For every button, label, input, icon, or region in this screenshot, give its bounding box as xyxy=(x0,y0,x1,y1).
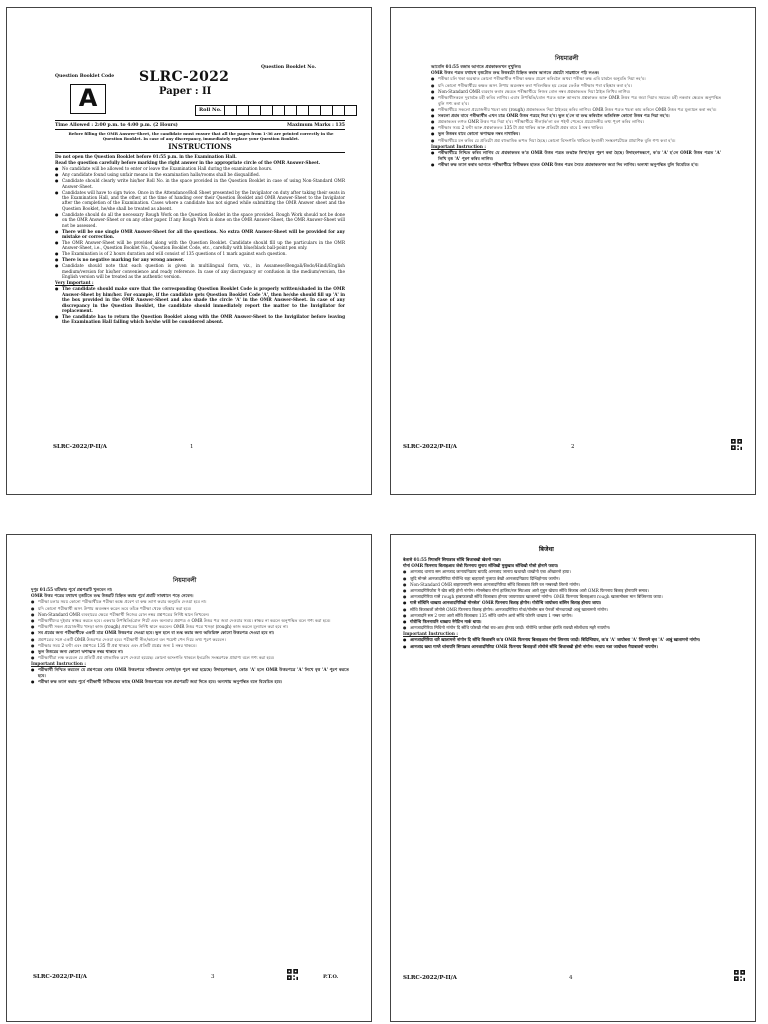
list-item: ● The Examination is of 2 hours duration and will consist of 135 questions of 1 mark against each question. xyxy=(55,251,345,256)
intro-line: गोनां OMR फिननाय बिलाइआव जेबो फिननाय सुनाय सोंथिखौ मुसुखाव सोंथिखौ गोसो होनानै फराय। xyxy=(403,563,559,569)
list-item: ● Non-Standard OMR बाहायनायनि समाव आनजादगिरिया सोंथि बिजाबाव बिनि रल नम्बरखौ लिरनो नांगोन। xyxy=(403,582,743,588)
instruction-list xyxy=(31,599,349,660)
intro-line: Read the question carefully before marking the right answer in the appropriate circle of the OMR Answer-Sheet. xyxy=(55,160,321,166)
very-important-list xyxy=(55,286,345,324)
page-number: 1 xyxy=(190,444,194,450)
page-heading: बिजेथा xyxy=(539,546,554,553)
list-item: ● There will be one single OMR Answer-Sheet for all the questions. No extra OMR Answer-Sheet will be provided for any mistake or correction. xyxy=(55,229,345,240)
list-item: ● The candidate should make sure that the corresponding Question Booklet Code is properly written/shaded in the OMR Answer-Sheet by him/her. For example, if the candidate gets Question Booklet Code 'A', then he/she should fill up 'A' in the box provided in the OMR Answer-Sheet and also shade the circle 'A' in the OMR Answer-Sheet. In case of any discrepancy in the Question Booklet, the candidate should immediately report the matter to the Invigilator for replacement. xyxy=(55,286,345,313)
list-item: ● ভুল উত্তরের জন্য কোনো ঋণাত্মক নম্বর থাকবে না। xyxy=(31,649,349,655)
list-item: ● आनजाद थानाय सम आनजाद जानायनिफ्राय बायदि आनजाद जानाय खथाखौ थाखोनो एबा ओंखारनो हाया। xyxy=(403,569,743,575)
list-item: ● পরীক্ষার্থীরা লক্ষ করবেন যে প্রতিটি প্রশ্ন বহুভাষিক রূপে দেওয়া হয়েছে। কোনো অসংগতি থাকলে ইংরেজি সংস্করণকে প্রামাণ্য বলে গণ্য করা হবে। xyxy=(31,655,349,661)
list-item: ● যদি কোনো পরীক্ষার্থী অসৎ উপায় অবলম্বন করেন তবে তাঁকে পরীক্ষা থেকে বহিষ্কার করা হবে। xyxy=(31,606,349,612)
page-heading: নিয়মাবলী xyxy=(173,577,197,584)
list-item: ● जुदि मोनसे आनजादगिरिया गोरोन्थि राहा बाहायनो नुजाया बेखौ आनजादनिफ्राय दिन्थिहोनाय जागोन। xyxy=(403,576,743,582)
list-item: ● প্ৰশ্নকাকতৰ লগত OMR উত্তৰ পত্ৰ দিয়া হ'ব। পৰীক্ষাৰ্থীয়ে নীলা/ক'লা বল পইণ্ট পেনেৰে প্ৰয়োজনীয় তথ্য পূৰণ কৰিব লাগিব। xyxy=(431,119,721,125)
page-footer: SLRC-2022/P-II/A xyxy=(33,974,87,980)
pto-label: P.T.O. xyxy=(323,974,339,980)
list-item: ● Candidate should note that each question is given in multilingual form, viz., in Assamese/Bengali/Bodo/Hindi/English medium/version for his/her convenience and ready reference. In case of any discrepancy or confusion in the medium/version, the English version will be treated as the authentic version. xyxy=(55,263,345,279)
list-item: ● सोंथि बिजाबजों लोगोसे OMR फिननाय बिलाइ होगोन। आनजादगिरिया गोथां/गोसोम बल पेनजों मोनथायखौ आबुं खालामनो नांगोन। xyxy=(403,607,743,613)
intro-line: দুপুর 01:55 ঘটিকার পূর্বে প্রশ্নপত্রটি খুলবেন না। xyxy=(31,587,113,592)
list-item: ● आनजादगिरिया मिथिनो नांगोन दि सोंथि फोरखौ गोबां राव-आव होनाय जादों। गोरोन्थि जायोब्ला इंराजि रावखौ सोलोंथाय महरै नायगोन। xyxy=(403,625,743,631)
list-item: ● No candidate will be allowed to enter or leave the Examination Hall during the examination hours. xyxy=(55,166,345,171)
list-item: ● आनजादगिरिफोरा नै खेप सहि होनो नांगोन। मोनसेबाव गोनां हाजिरा/रल सिटआव आरो गुबुन खेपाव सोंथि बिजाब आरो OMR फिननाय बिलाइ होनायनि समाव। xyxy=(403,588,743,594)
page-footer: SLRC-2022/P-II/A xyxy=(53,444,107,450)
list-item: ● পরীক্ষা কক্ষ ত্যাগ করার পূর্বে পরীক্ষার্থী নিরীক্ষকের কাছে OMR উত্তরপত্রের সঙ্গে প্রশ্নপত্রটি জমা দিতে হবে। অন্যথায় অনুপস্থিত বলে বিবেচিত হবে। xyxy=(31,679,349,685)
list-item: ● आनजादगिरिया गासै rough हाबाफारखौ सोंथि बिजाबाव होनाय जायगायाव खालामनो नांगोन। OMR फिननाय बिलाइआव rough खालामोब्ला मान बिजिरनाय जाया। xyxy=(403,594,743,600)
list-item: ● आनजादनि सम 2 घन्टा आरो सोंथि बिजाबाव 135 सोंथि थागोन आरो सोंथि फोरनि थाखाय 1 नम्बर थागोन। xyxy=(403,613,743,619)
intro-line: আবেলি 01:55 বজাৰ আগতে প্ৰশ্নকাকতখন নুখুলিব। xyxy=(431,64,522,69)
instructions-body xyxy=(55,154,345,325)
roll-no-cells xyxy=(224,106,356,115)
list-item: ● आनजादगिरिया थारै खालामनो नांगोन दि सोंथि बिजाबनि क'ड OMR फिननाय बिलाइआव गोनां लिरनाय जादों। बिदिन्थियाव, क'ड 'A' जायोब्ला 'A' लिरनानै बृत्त 'A' आबुं खालामनो नांगोन। xyxy=(403,637,743,643)
page-number: 3 xyxy=(211,974,215,980)
question-booklet-no-label: Question Booklet No. xyxy=(261,65,317,70)
list-item: ● পরীক্ষার সময় 2 ঘণ্টা এবং প্রশ্নপত্রে 135 টি প্রশ্ন থাকবে এবং প্রতিটি প্রশ্নের জন্য 1 নম্বর থাকবে। xyxy=(31,643,349,649)
instruction-list xyxy=(403,569,743,630)
list-item: ● Any candidate found using unfair means in the examination halls/rooms shall be disqualified. xyxy=(55,172,345,177)
instruction-list xyxy=(55,166,345,279)
important-list xyxy=(403,637,743,649)
page-number: 2 xyxy=(571,444,575,450)
list-item: ● সব প্রশ্নের জন্য পরীক্ষার্থীকে একটি মাত্র OMR উত্তরপত্র দেওয়া হবে। ভুল হলে বা শুদ্ধ করার জন্য অতিরিক্ত কোনো উত্তরপত্র দেওয়া হবে না। xyxy=(31,630,349,636)
list-item: ● পৰীক্ষাৰ্থীয়ে নিশ্চিত কৰিব লাগিব যে প্ৰশ্নকাকতৰ ক'ড OMR উত্তৰ পত্ৰত শুদ্ধকৈ লিখা/বৃত্ত পূৰণ কৰা হৈছে। উদাহৰণস্বৰূপে, ক'ড 'A' হ'লে OMR উত্তৰ পত্ৰত 'A' লিখি বৃত্ত 'A' পূৰণ কৰিব লাগিব। xyxy=(431,150,721,161)
list-item: ● পরীক্ষা চলার সময় কোনো পরীক্ষার্থীকে পরীক্ষা কক্ষে প্রবেশ বা কক্ষ ত্যাগ করার অনুমতি দেওয়া হবে না। xyxy=(31,599,349,605)
intro-line: Do not open the Question Booklet before 01:55 p.m. in the Examination Hall. xyxy=(55,154,237,159)
list-item: ● পরীক্ষার্থী সকল প্রয়োজনীয় খসড়া কাজ (rough) প্রশ্নপত্রের নির্দিষ্ট স্থানে করবেন। OMR উত্তর পত্রে খসড়া (rough) কাজ করলে মূল্যায়ন করা হবে না। xyxy=(31,624,349,630)
qr-code-icon xyxy=(731,439,742,450)
list-item: ● পরীক্ষার্থী নিশ্চিত করবেন যে প্রশ্নপত্রের কোড OMR উত্তরপত্রে সঠিকভাবে লেখা/বৃত্ত পূরণ করা হয়েছে। উদাহরণস্বরূপ, কোড 'A' হলে OMR উত্তরপত্রে 'A' লিখে বৃত্ত 'A' পূরণ করতে হবে। xyxy=(31,667,349,678)
list-item: ● गोरोन्थि फिननायनि थाखाय नेगेटिभ मार्क थाया। xyxy=(403,619,743,625)
list-item: ● পৰীক্ষা চলি থকা অৱস্থাত কোনো পৰীক্ষাৰ্থীক পৰীক্ষা কক্ষত প্ৰৱেশ কৰিবলৈ অথবা পৰীক্ষা কক্ষ এৰি যাবলৈ অনুমতি দিয়া নহ'ব। xyxy=(431,76,721,82)
list-item: ● পৰীক্ষাৰ্থীসকলে দুবাৰকৈ চহী কৰিব লাগিব। এবাৰ উপস্থিতি/ৰোল পত্ৰত আৰু আনবাৰ প্ৰশ্নকাকত আৰু OMR উত্তৰ পত্ৰ জমা দিয়াৰ সময়ত। চহী নকৰাৰ ক্ষেত্ৰত অনুপস্থিত বুলি গণ্য কৰা হ'ব। xyxy=(431,95,721,106)
maximum-marks: Maximum Marks : 135 xyxy=(287,122,345,128)
booklet-code-box: A xyxy=(70,84,106,114)
important-list xyxy=(31,667,349,684)
list-item: ● ভুল উত্তৰৰ বাবে কোনো ঋণাত্মক নম্বৰ নাথাকিব। xyxy=(431,131,721,137)
booklet-page-3 xyxy=(6,534,372,1022)
instruction-list xyxy=(431,76,721,143)
list-item: ● The OMR Answer-Sheet will be provided along with the Question Booklet. Candidate should fill up the particulars in the OMR Answer-Sheet, i.e., Question Booklet No., Question Booklet Code, etc., carefully with blue/black ball-point pen only. xyxy=(55,240,345,251)
list-item: ● পৰীক্ষাৰ্থীয়ে সকলো প্ৰয়োজনীয় খচৰা কাম (rough) প্ৰশ্নকাকতত দিয়া ঠাইতহে কৰিব লাগিব। OMR উত্তৰ পত্ৰত খচৰা কাম কৰিলে OMR উত্তৰ পত্ৰ মূল্যায়ন কৰা নহ'ব। xyxy=(431,107,721,113)
booklet-page-4 xyxy=(390,534,756,1022)
list-item: ● যদি কোনো পৰীক্ষাৰ্থীয়ে কক্ষত অসৎ উপায় অৱলম্বন কৰা পৰিলক্ষিত হয় তেন্তে তেওঁক পৰীক্ষাৰ পৰা বহিষ্কাৰ কৰা হ'ব। xyxy=(431,83,721,89)
booklet-page-2 xyxy=(390,7,756,495)
important-label: Important Instruction : xyxy=(31,661,86,667)
list-item: ● गासै सोंथिनि थाखाय आनजादगिरिखौ मोनसेल' OMR फिननाय बिलाइ होगोन। गोरोन्थि जायोब्ला बांसिन बिलाइ होनाय जाया। xyxy=(403,600,743,606)
list-item: ● Non-Standard OMR ব্যৱহাৰ কৰাৰ ক্ষেত্ৰত পৰীক্ষাৰ্থীয়ে নিজৰ ৰোল নম্বৰ প্ৰশ্নকাকতত দিয়া ঠাইত লিখিব লাগিব। xyxy=(431,89,721,95)
paper-label: Paper : II xyxy=(159,86,212,97)
instructions-body xyxy=(403,557,743,650)
page-footer: SLRC-2022/P-II/A xyxy=(403,975,457,981)
list-item: ● Candidate should clearly write his/her Roll No. in the space provided in the Question Booklet in case of using Non-Standard OMR Answer-Sheet. xyxy=(55,178,345,189)
instructions-body xyxy=(31,587,349,685)
intro-line: बेलासे 01:55 रिगाबनि सिगाङाव सोंथि बिजाबखौ खेवनो नाङा। xyxy=(403,557,502,562)
roll-no-label: Roll No. xyxy=(199,107,222,113)
list-item: ● There is no negative marking for any wrong answer. xyxy=(55,257,345,262)
booklet-page-1 xyxy=(6,7,372,495)
qr-code-icon xyxy=(734,970,745,981)
very-important-label: Very Important : xyxy=(55,280,94,286)
list-item: ● आनजाद खथा गाग्लै थांनायनि सिगाङाव आनजादगिरिया OMR फिननाय बिलाइजों लोगोसे सोंथि बिजाबखौ होनो नांगोन। नाथाय नङा जायोब्ला गैयाबावनो नायगोन। xyxy=(403,644,743,650)
page-footer: SLRC-2022/P-II/A xyxy=(403,444,457,450)
time-marks-row xyxy=(55,120,345,130)
list-item: ● Non-Standard OMR ব্যবহারের ক্ষেত্রে পরীক্ষার্থী নিজের রোল নম্বর প্রশ্নপত্রের নির্দিষ্ট স্থানে লিখবেন। xyxy=(31,612,349,618)
list-item: ● পরীক্ষার্থীদের দুইবার স্বাক্ষর করতে হবে। একবার উপস্থিতি/রোল শিটে এবং অন্যবার প্রশ্নপত্র ও OMR উত্তর পত্র জমা দেওয়ার সময়। স্বাক্ষর না করলে অনুপস্থিত বলে গণ্য করা হবে। xyxy=(31,618,349,624)
page-number: 4 xyxy=(569,975,573,981)
time-allowed: Time Allowed : 2:00 p.m. to 4:00 p.m. (2 Hours) xyxy=(55,122,178,128)
list-item: ● পৰীক্ষাৰ্থীয়ে মন কৰিব যে প্ৰতিটো প্ৰশ্ন বহুভাষিক ৰূপত দিয়া হৈছে। কোনো বিসংগতি থাকিলে ইংৰাজী সংস্কৰণটোকে প্ৰামাণিক বুলি গণ্য কৰা হ'ব। xyxy=(431,138,721,144)
page-heading: নিয়মাৱলী xyxy=(555,55,579,62)
important-label: Important Instruction : xyxy=(431,143,486,149)
list-item: ● পৰীক্ষা কক্ষ ত্যাগ কৰাৰ আগতে পৰীক্ষাৰ্থীয়ে নিৰীক্ষকৰ হাতত OMR উত্তৰ পত্ৰৰ সৈতে প্ৰশ্নকাকতখন জমা দিব লাগিব। অন্যথা অনুপস্থিত বুলি বিবেচিত হ'ব। xyxy=(431,162,721,168)
notice-text: Before filling the OMR Answer-Sheet, the candidate must ensure that all the pages from 1-36 are printed correctly in the Question Booklet. In case of any discrepancy, immediately replace your Question Booklet. xyxy=(68,131,334,141)
question-booklet-code-label: Question Booklet Code xyxy=(55,74,115,79)
instructions-body xyxy=(431,64,721,168)
list-item: ● Candidate should do all the necessary Rough Work on the Question Booklet in the space provided. Rough Work should not be done on the OMR Answer-Sheet or on any other paper. If any Rough Work is done on the OMR Answer-Sheet, the OMR Answer-Sheet will not be assessed. xyxy=(55,212,345,228)
roll-no-box xyxy=(195,105,357,116)
list-item: ● পৰীক্ষাৰ সময় 2 ঘণ্টা আৰু প্ৰশ্নকাকতত 135 টা প্ৰশ্ন থাকিব আৰু প্ৰতিটো প্ৰশ্নৰ বাবে 1 নম্বৰ থাকিব। xyxy=(431,125,721,131)
instructions-heading: INSTRUCTIONS xyxy=(55,142,345,153)
exam-title: SLRC-2022 xyxy=(139,69,230,85)
list-item: ● প্রশ্নপত্রের সঙ্গে একটি OMR উত্তরপত্র দেওয়া হবে। পরীক্ষার্থী নীল/কালো বল পয়েন্ট পেন দিয়ে তথ্য পূরণ করবেন। xyxy=(31,637,349,643)
intro-line: OMR উত্তৰ পত্ৰত যথাযথ বৃত্তটোত শুদ্ধ উত্তৰটো চিহ্নিত কৰাৰ আগতে প্ৰশ্নটো সাৱধানে পঢ়ি লওক। xyxy=(431,70,600,76)
important-label: Important Instruction : xyxy=(403,631,458,637)
list-item: ● Candidates will have to sign twice. Once in the Attendance/Roll Sheet presented by the Invigilator on duty after taking their seats in the Examination Hall, and the other, at the time of handing over their Question Booklet and OMR Answer-Sheet to the Invigilator after the completion of the Examination. Cases where a candidate has not signed while submitting the OMR Answer sheet and the Question Booklet, he/she shall be treated as absent. xyxy=(55,190,345,212)
qr-code-icon xyxy=(287,969,298,980)
important-list xyxy=(431,150,721,167)
list-item: ● সকলো প্ৰশ্নৰ বাবে পৰীক্ষাৰ্থীৰ এখন মাত্ৰ OMR উত্তৰ পত্ৰহে দিয়া হ'ব। ভুল হ'লে বা শুদ্ধ কৰিবলৈ অতিৰিক্ত কোনো উত্তৰ পত্ৰ দিয়া নহ'ব। xyxy=(431,113,721,119)
intro-line: OMR উত্তর পত্রের যথাযথ বৃত্তটিতে শুদ্ধ উত্তরটি চিহ্নিত করার পূর্বে প্রশ্নটি সাবধানে পড়ে নেবেন। xyxy=(31,593,194,599)
list-item: ● The candidate has to return the Question Booklet along with the OMR Answer-Sheet to the Invigilator before leaving the Examination Hall failing which he/she will be considered absent. xyxy=(55,314,345,325)
